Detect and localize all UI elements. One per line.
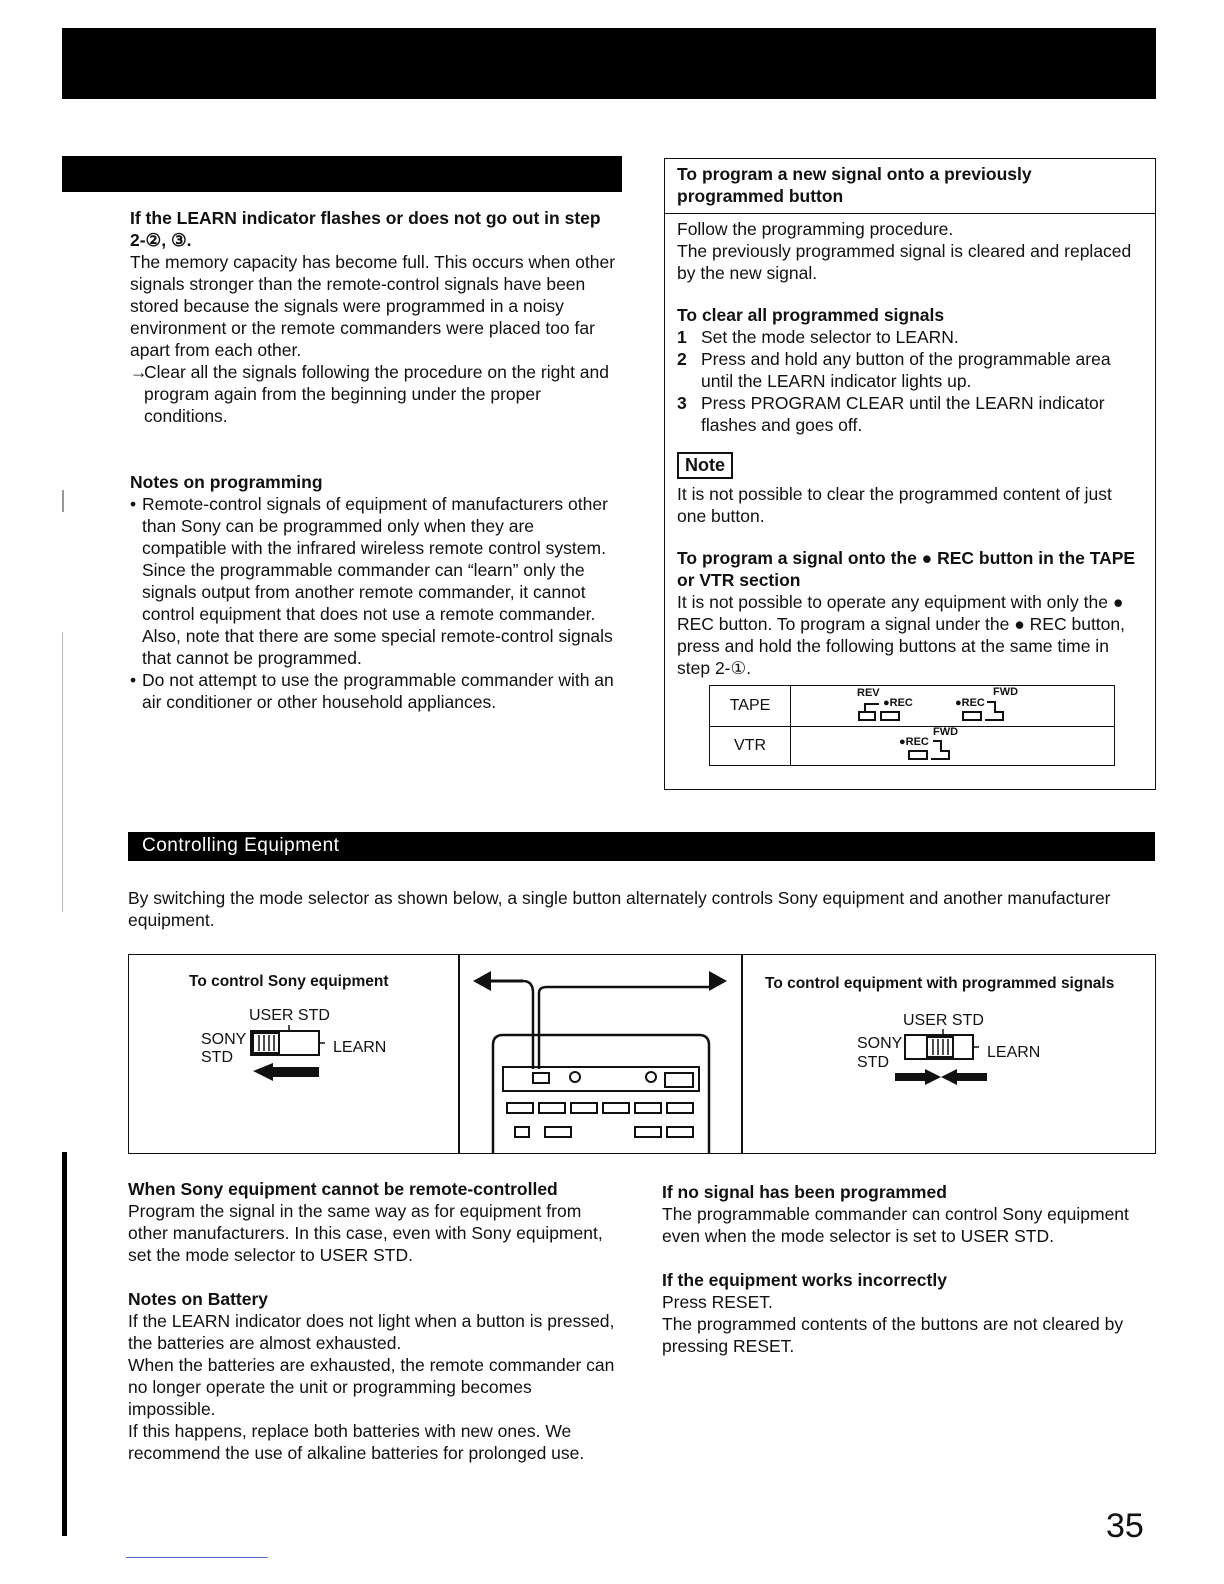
mode-selector-switch-icon: [241, 1025, 333, 1089]
sony-label: SONY: [857, 1035, 903, 1052]
rec-label: ●REC: [955, 697, 985, 709]
rec-heading: To program a signal onto the ● REC button in the TAPE or VTR section: [677, 548, 1136, 590]
left-column: [130, 207, 622, 713]
learn-label: LEARN: [333, 1039, 387, 1056]
learn-flash-body: The memory capacity has become full. This occurs when other signals stronger than the remote-control signals have been stored because the signals were programmed in a noisy environment or the remote commanders were placed too far apart from each other.: [130, 252, 616, 360]
rec-label: ●REC: [899, 736, 929, 748]
user-std-label: USER STD: [249, 1007, 330, 1024]
margin-mark: [62, 490, 64, 512]
rec-body: It is not possible to operate any equipment with only the ● REC button. To program a signal under the ● REC button, press and hold the following buttons at the same time in step 2-①.: [677, 592, 1125, 678]
notes-item: Do not attempt to use the programmable commander with an air conditioner or other household appliances.: [142, 670, 614, 712]
left-section-bar: [62, 156, 622, 192]
margin-thick-bar: [62, 1152, 67, 1536]
notes-item: Remote-control signals of equipment of manufacturers other than Sony can be programmed only when they are compatible with the infrared wireless remote control system. Since the programmable commander can “learn” only the signals output from another remote commander, it cannot control equipment that does not use a remote commander. Also, note that there are some special remote-control signals that cannot be programmed.: [142, 494, 613, 668]
right-box-header: [665, 159, 1155, 214]
bottom-right-column: [662, 1181, 1154, 1357]
table-row-label: VTR: [710, 727, 791, 765]
std-label: STD: [857, 1054, 889, 1071]
no-signal-heading: If no signal has been programmed: [662, 1182, 947, 1202]
fwd-label: FWD: [993, 686, 1019, 698]
battery-para: When the batteries are exhausted, the remote commander can no longer operate the unit or programming becomes impossible.: [128, 1355, 615, 1419]
mode-diagram: [128, 954, 1156, 1154]
programmed-panel-heading: To control equipment with programmed signals: [765, 975, 1115, 992]
bullet-icon: •: [130, 670, 137, 690]
std-label: STD: [201, 1049, 233, 1066]
fwd-label: FWD: [933, 726, 959, 738]
clear-step: 3 Press PROGRAM CLEAR until the LEARN indicator flashes and goes off.: [677, 393, 1105, 435]
bullet-icon: •: [130, 494, 137, 514]
button-pair-icon: [905, 737, 969, 763]
remote-commander-illustration: [459, 959, 741, 1153]
rev-label: REV: [857, 687, 880, 699]
program-para1: Follow the programming procedure.: [677, 219, 954, 239]
learn-flash-action: Clear all the signals following the procedure on the right and program again from the beginning under the proper conditions.: [144, 362, 610, 426]
table-row-label: TAPE: [710, 686, 791, 726]
program-para2: The previously programmed signal is cleared and replaced by the new signal.: [677, 241, 1132, 283]
margin-mark: [62, 632, 63, 912]
page-number: 35: [1106, 1507, 1144, 1545]
button-pair-icon: [857, 698, 913, 722]
incorrect-para: The programmed contents of the buttons are not cleared by pressing RESET.: [662, 1314, 1124, 1356]
user-std-label: USER STD: [903, 1012, 984, 1029]
button-pair-icon: [957, 698, 1021, 722]
incorrect-para: Press RESET.: [662, 1292, 773, 1312]
no-signal-body: The programmable commander can control Sony equipment even when the mode selector is set to USER STD.: [662, 1204, 1129, 1246]
table-row: [710, 727, 1114, 765]
controlling-intro: By switching the mode selector as shown below, a single button alternately controls Sony equipment and another manufacturer equipment.: [128, 888, 1111, 930]
diagram-divider: [741, 955, 743, 1153]
rec-table: [709, 685, 1115, 766]
rec-label: ●REC: [883, 697, 913, 709]
right-info-box: [664, 158, 1156, 790]
cannot-control-body: Program the signal in the same way as for equipment from other manufacturers. In this case, even with Sony equipment, set the mode selector to USER STD.: [128, 1201, 603, 1265]
arrow-icon: →: [130, 362, 148, 382]
mode-selector-switch-icon: [895, 1029, 989, 1093]
clear-step: 2 Press and hold any button of the programmable area until the LEARN indicator lights up.: [677, 349, 1111, 391]
right-box-header-text: To program a new signal onto a previously programmed button: [677, 164, 1032, 206]
clear-heading: To clear all programmed signals: [677, 305, 945, 325]
footer-link-line: [126, 1557, 268, 1558]
learn-flash-heading-step: 2-②, ③.: [130, 230, 192, 250]
learn-label: LEARN: [987, 1044, 1041, 1061]
notes-programming-heading: Notes on programming: [130, 472, 323, 492]
battery-para: If this happens, replace both batteries with new ones. We recommend the use of alkaline batteries for prolonged use.: [128, 1421, 585, 1463]
table-row: [710, 686, 1114, 727]
note-label: Note: [677, 452, 733, 479]
sony-label: SONY: [201, 1031, 247, 1048]
top-banner: [62, 28, 1156, 99]
battery-para: If the LEARN indicator does not light when a button is pressed, the batteries are almost exhausted.: [128, 1311, 615, 1353]
clear-step: 1 Set the mode selector to LEARN.: [677, 327, 959, 347]
sony-panel-heading: To control Sony equipment: [189, 973, 389, 990]
note-text: It is not possible to clear the programmed content of just one button.: [677, 484, 1112, 526]
controlling-title: Controlling Equipment: [142, 835, 340, 856]
learn-flash-heading: If the LEARN indicator flashes or does not go out in step: [130, 208, 601, 228]
cannot-control-heading: When Sony equipment cannot be remote-controlled: [128, 1179, 558, 1199]
bottom-left-column: [128, 1178, 618, 1464]
incorrect-heading: If the equipment works incorrectly: [662, 1270, 947, 1290]
battery-heading: Notes on Battery: [128, 1289, 269, 1309]
